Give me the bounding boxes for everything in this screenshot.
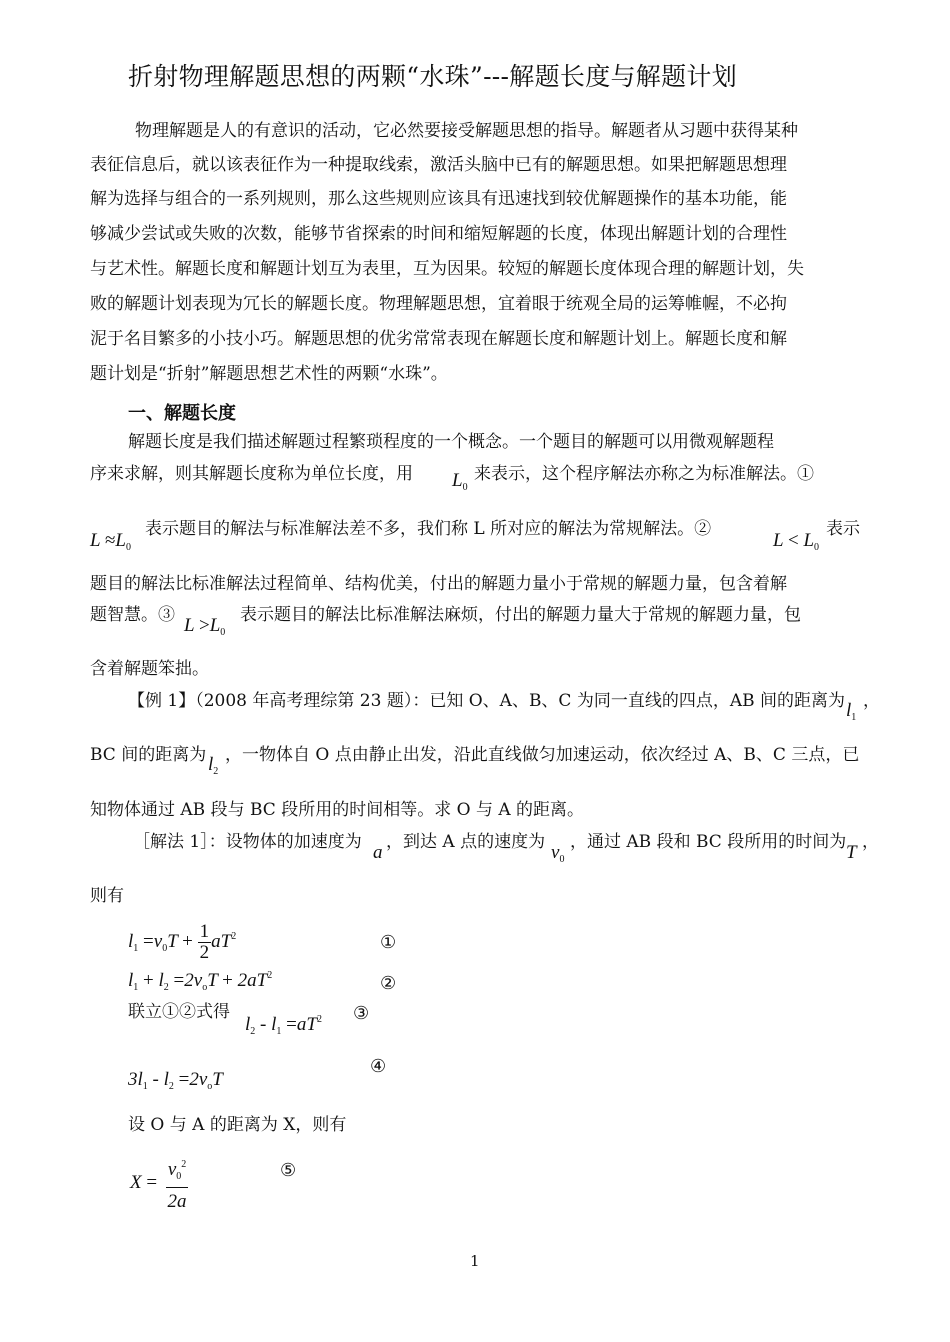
s1-line: 表示题目的解法与标准解法差不多，我们称 L 所对应的解法为常规解法。②: [145, 519, 712, 539]
s1-line: 序来求解，则其解题长度称为单位长度，用: [90, 464, 413, 484]
formula-L-lt-L0: $L < L_0$: [773, 530, 820, 553]
intro-line: 够减少尝试或失败的次数，能够节省探索的时间和缩短解题的长度，体现出解题计划的合理性: [90, 224, 787, 244]
equation-1: $l_1 =v_0T$ + $\frac{1}{2}$ $aT^2$: [128, 921, 237, 963]
solution-line: ，到达 A 点的速度为: [386, 832, 546, 852]
s1-line: 含着解题笨拙。: [90, 659, 209, 679]
equation-5: X = $\frac{v_0^2}{2a}$: [130, 1155, 188, 1212]
intro-line: 解为选择与组合的一系列规则，那么这些规则应该具有迅速找到较优解题操作的基本功能，能: [90, 189, 787, 209]
solution-line: ，通过 AB 段和 BC 段所用的时间为: [570, 832, 847, 852]
formula-L0: $L_0$: [452, 470, 468, 493]
page-title: 折射物理解题思想的两颗“水珠”---解题长度与解题计划: [128, 62, 738, 91]
intro-line: 表征信息后，就以该表征作为一种提取线索，激活头脑中已有的解题思想。如果把解题思想理: [90, 155, 787, 175]
solution-line: ，: [862, 832, 879, 852]
formula-l1: $l_1$: [846, 700, 857, 723]
page-number: 1: [470, 1252, 480, 1270]
s1-line: 表示题目的解法比标准解法麻烦，付出的解题力量大于常规的解题力量，包: [240, 605, 801, 625]
example-line: 知物体通过 AB 段与 BC 段所用的时间相等。求 O 与 A 的距离。: [90, 800, 585, 820]
intro-line: 题计划是“折射”解题思想艺术性的两颗“水珠”。: [90, 364, 448, 384]
example-line: ，一物体自 O 点由静止出发，沿此直线做匀加速运动，依次经过 A、B、C 三点，已: [225, 745, 860, 765]
equation-marker: ②: [380, 973, 397, 994]
equation-3: $l_2 - l_1 =aT^2$: [245, 1014, 322, 1037]
intro-line: 物理解题是人的有意识的活动，它必然要接受解题思想的指导。解题者从习题中获得某种: [135, 121, 798, 141]
equation-marker: ④: [370, 1056, 387, 1077]
s1-line: 解题长度是我们描述解题过程繁琐程度的一个概念。一个题目的解题可以用微观解题程: [128, 432, 774, 452]
formula-v0: $v_0$: [551, 842, 565, 865]
example-line: 【例 1】（2008 年高考理综第 23 题）：已知 O、A、B、C 为同一直线的四点，AB 间的距离为: [128, 691, 846, 711]
formula-L-gt-L0: $L >L_0$: [184, 615, 226, 638]
s1-line: 来表示，这个程序解法亦称之为标准解法。①: [474, 464, 814, 484]
intro-line: 败的解题计划表现为冗长的解题长度。物理解题思想，宜着眼于统观全局的运筹帷幄，不必拘: [90, 294, 787, 314]
section-heading: 一、解题长度: [128, 403, 236, 424]
solution-line: 则有: [90, 886, 124, 906]
example-line: ，: [863, 691, 880, 711]
s1-line: 题智慧。③: [90, 605, 175, 625]
equation-marker: ③: [353, 1003, 370, 1024]
intro-line: 泥于名目繁多的小技小巧。解题思想的优劣常常表现在解题长度和解题计划上。解题长度和解: [90, 329, 787, 349]
formula-l2: $l_2$: [208, 754, 219, 777]
equation-4: $3l_1 - l_2 =2v_oT$: [128, 1069, 223, 1092]
equation-2: $l_1 + l_2 =2v_oT + 2aT^2$: [128, 970, 273, 993]
s1-line: 题目的解法比标准解法过程简单、结构优美，付出的解题力量小于常规的解题力量，包含着解: [90, 574, 787, 594]
equation-marker: ①: [380, 932, 397, 953]
solution-line: ［解法 1］：设物体的加速度为: [133, 832, 362, 852]
formula-T: T: [846, 842, 857, 863]
formula-a: a: [373, 842, 383, 863]
set-text: 设 O 与 A 的距离为 X，则有: [128, 1115, 347, 1135]
intro-line: 与艺术性。解题长度和解题计划互为表里，互为因果。较短的解题长度体现合理的解题计划，失: [90, 259, 804, 279]
equation-marker: ⑤: [280, 1160, 297, 1181]
s1-line: 表示: [826, 519, 860, 539]
example-line: BC 间的距离为: [90, 745, 207, 765]
combine-text: 联立①②式得: [128, 1002, 230, 1022]
formula-L-approx-L0: $L \approx L_0$: [90, 530, 131, 553]
